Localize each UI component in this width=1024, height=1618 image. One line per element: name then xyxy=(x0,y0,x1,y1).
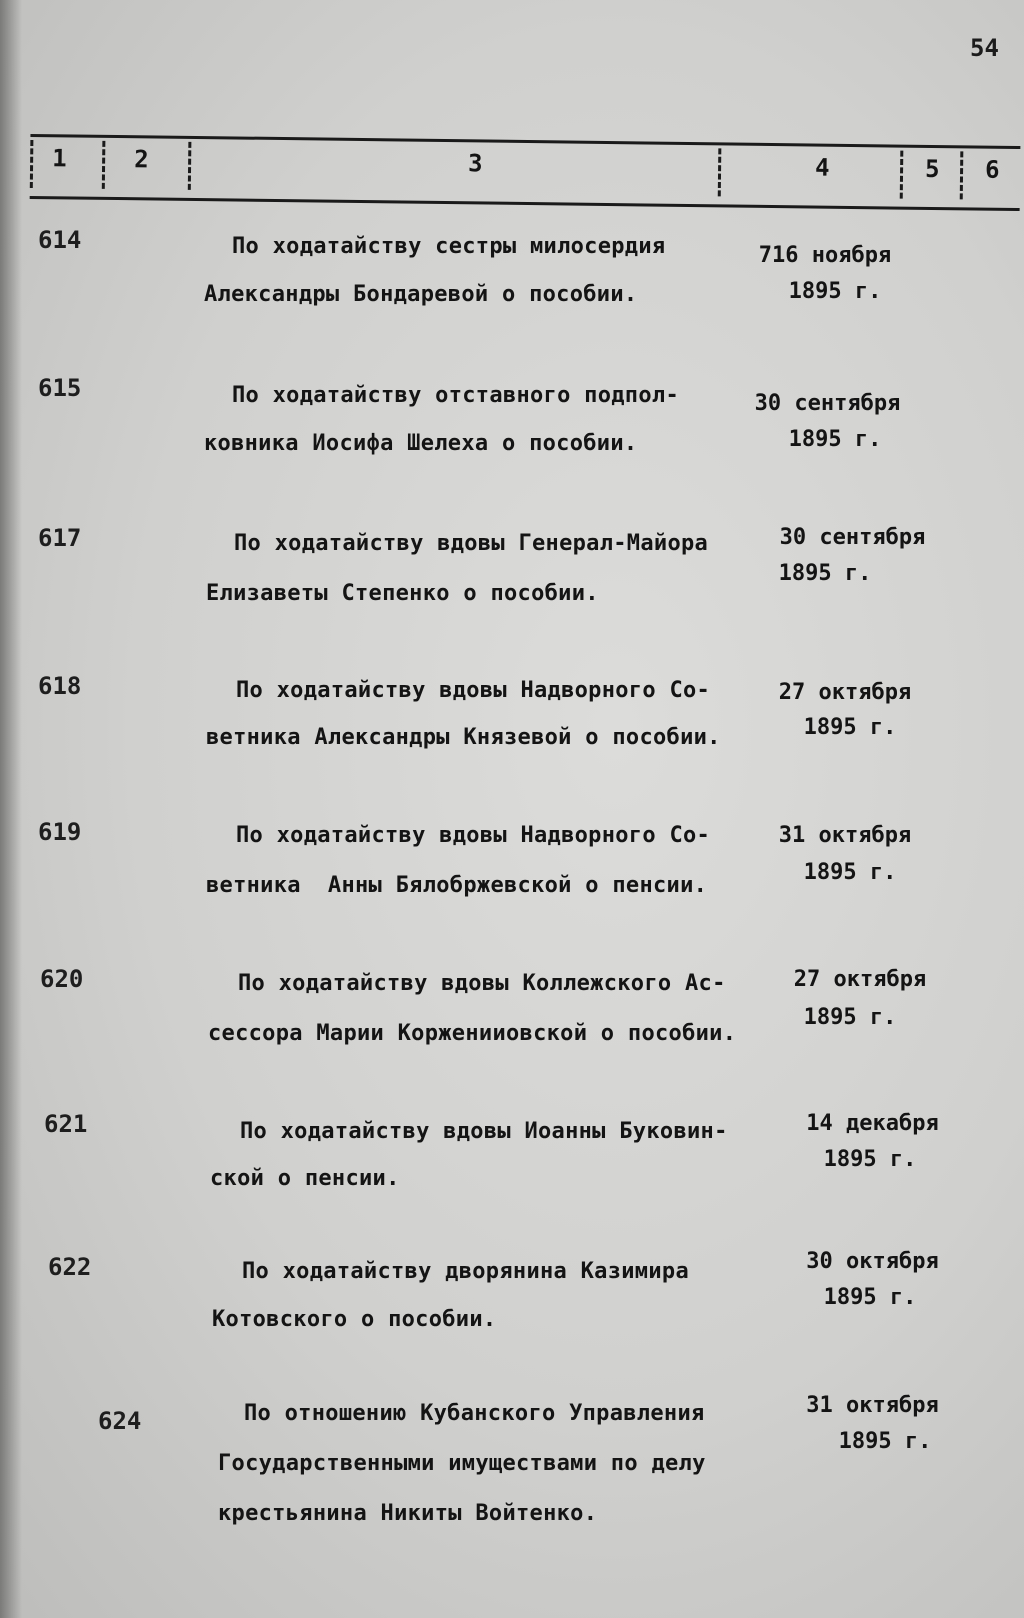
entry-description-line1: По ходатайству вдовы Иоанны Буковин- xyxy=(240,1119,728,1144)
entry-date-line1: 31 октября xyxy=(806,1393,939,1418)
entry-date-line2: 1895 г. xyxy=(788,427,882,452)
entry-date-line2: 1895 г. xyxy=(803,715,897,740)
entry-date-line2: 1895 г. xyxy=(823,1147,917,1172)
entry-date-line1: 30 сентября xyxy=(754,391,901,416)
entry-description-line3: крестьянина Никиты Войтенко. xyxy=(218,1501,598,1526)
entry-number: 615 xyxy=(38,374,82,402)
page-number: 54 xyxy=(970,34,999,62)
entry-date-line2: 1895 г. xyxy=(778,561,872,586)
entry-number: 621 xyxy=(44,1110,88,1138)
entry-date-line1: 14 декабря xyxy=(806,1111,939,1136)
entry-date-line2: 1895 г. xyxy=(788,279,882,304)
column-header-4: 4 xyxy=(814,153,830,182)
entry-description-line2: сессора Марии Корженииовской о пособии. xyxy=(208,1021,737,1046)
entry-description-line2: Котовского о пособии. xyxy=(212,1307,497,1332)
column-header-6: 6 xyxy=(984,155,1000,184)
entry-description-line1: По ходатайству вдовы Генерал-Майора xyxy=(234,531,709,556)
entry-date-line1: 27 октября xyxy=(778,680,912,705)
entry-date-line2: 1895 г. xyxy=(803,860,897,885)
entry-number: 619 xyxy=(38,818,82,846)
column-header-5: 5 xyxy=(924,154,940,184)
column-header-3: 3 xyxy=(467,149,483,178)
entry-date-line2: 1895 г. xyxy=(838,1429,932,1454)
column-header-2: 2 xyxy=(133,145,149,174)
entry-date-line1: 30 сентября xyxy=(779,525,926,550)
entry-description-line2: ветника Александры Князевой о пособии. xyxy=(206,725,721,750)
entry-description-line2: Александры Бондаревой о пособии. xyxy=(204,282,638,307)
entry-description-line2: Елизаветы Степенко о пособии. xyxy=(206,581,599,606)
entry-description-line2: ветника Анны Бялобржевской о пенсии. xyxy=(206,873,708,898)
entry-description-line1: По ходатайству вдовы Надворного Со- xyxy=(236,678,711,703)
entry-description-line1: По ходатайству вдовы Коллежского Ас- xyxy=(238,971,726,996)
entry-description-line2: ской о пенсии. xyxy=(210,1166,400,1191)
entry-number: 618 xyxy=(38,672,82,700)
entry-date-line2: 1895 г. xyxy=(823,1285,917,1310)
entry-description-line2: ковника Иосифа Шелеха о пособии. xyxy=(204,431,638,456)
entry-number: 614 xyxy=(38,226,82,254)
entry-description-line1: По ходатайству дворянина Казимира xyxy=(242,1259,689,1284)
entry-description-line1: По отношению Кубанского Управления xyxy=(244,1401,705,1426)
column-header-1: 1 xyxy=(51,144,67,173)
entry-number: 617 xyxy=(38,524,82,552)
entry-date-line1: 27 октября xyxy=(793,967,927,992)
entry-description-line2: Государственными имуществами по делу xyxy=(218,1451,706,1476)
entry-date-line2: 1895 г. xyxy=(803,1005,897,1030)
entry-number: 622 xyxy=(48,1253,92,1281)
entry-number: 620 xyxy=(40,965,84,993)
entry-number: 624 xyxy=(98,1407,142,1435)
entry-description-line1: По ходатайству отставного подпол- xyxy=(232,383,679,408)
entry-description-line1: По ходатайству вдовы Надворного Со- xyxy=(236,823,711,848)
entry-description-line1: По ходатайству сестры милосердия xyxy=(232,234,666,259)
entry-date-line1: 31 октября xyxy=(778,823,912,848)
entry-date-line1: 30 октября xyxy=(806,1249,939,1274)
entry-date-line1: 716 ноября xyxy=(758,243,892,268)
